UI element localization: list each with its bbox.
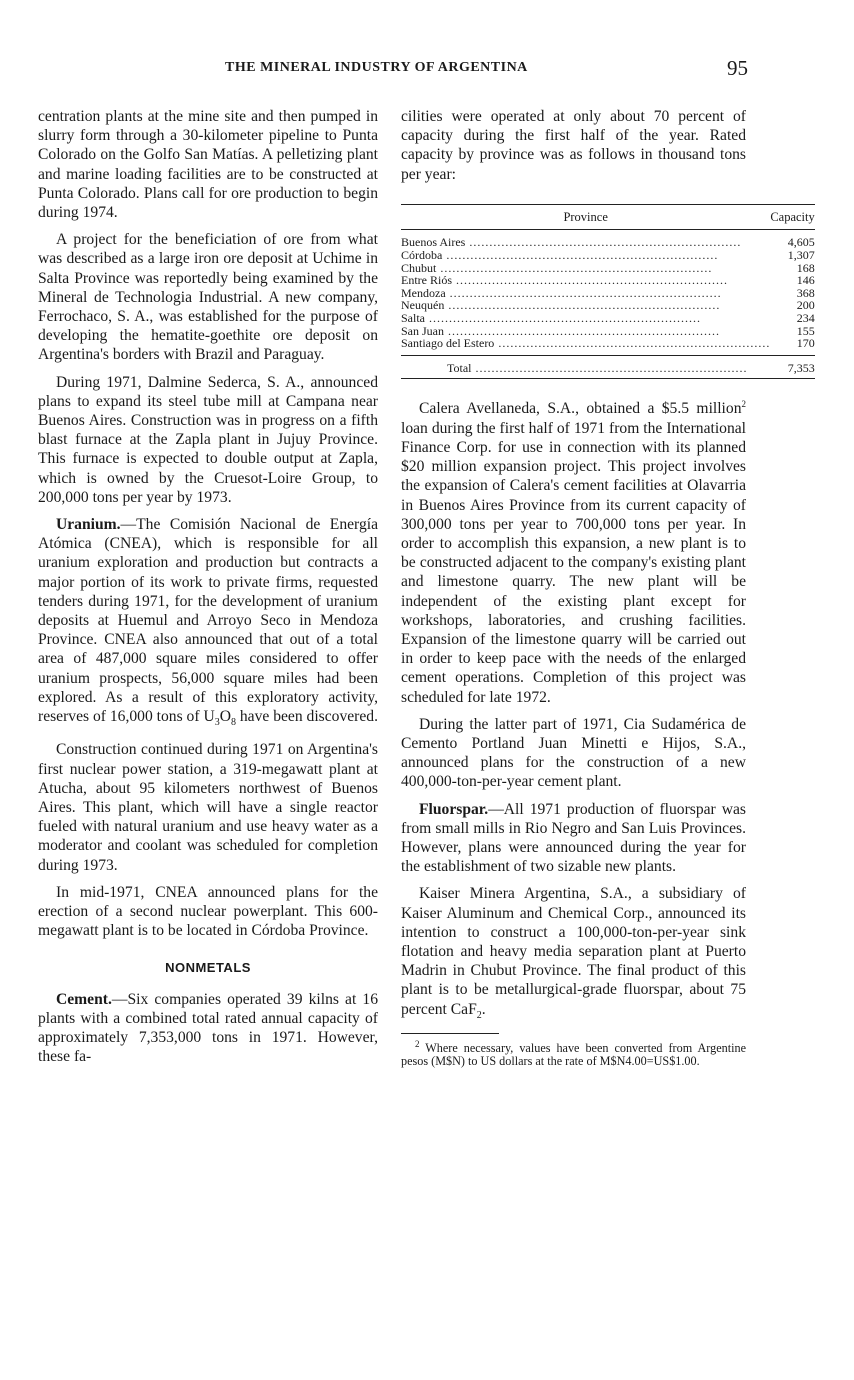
table-row: Mendoza ..... 368 bbox=[401, 287, 815, 300]
capacity-table bbox=[401, 204, 815, 380]
paragraph: Kaiser Minera Argentina, S.A., a subsidiary of Kaiser Aluminum and Chemical Corp., announced its intention to construct a 100,000-ton-per-year sink flotation and heavy media separation plant at Puerto Madrin in Chubut Province. The final product of this plant is to be metallurgical-grade fluorspar, about 75 percent CaF$_2$. bbox=[401, 885, 746, 1021]
footnote-text: Where necessary, values have been converted from Argentine pesos (M$N) to US dollars at the rate of M$N4.00=US$1.00. bbox=[401, 1041, 746, 1068]
paragraph: Calera Avellaneda, S.A., obtained a $5.5 million$^2$ loan during the first half of 1971 from the International Finance Corp. for use in connection with its planned $20 million expansion project. This project involves the expansion of Calera's cement facilities at Olavarria in Buenos Aires Province from its current capacity of 300,000 tons per year to 700,000 tons per year. In order to accomplish this expansion, a new plant is to be constructed adjacent to the company's existing plant and limestone quarry. The new plant will be independent of the existing plant except for workshops, laboratories, and crushing facilities. Expansion of the limestone quarry will be carried out in order to keep pace with the needs of the enlarged cement operations. Completion of this project was scheduled for late 1972. bbox=[401, 399, 746, 706]
section-heading: NONMETALS bbox=[165, 960, 251, 976]
running-title: THE MINERAL INDUSTRY OF ARGENTINA bbox=[225, 60, 528, 75]
formula: $U_3O_8$ bbox=[203, 708, 236, 729]
table-row: Buenos Aires ..... 4,605 bbox=[401, 230, 815, 249]
paragraph-text: —All 1971 production of fluorspar was from small mills in Rio Negro and San Luis Provinces. However, plans were announced during the year for the establishment of two sizable new plants. bbox=[401, 800, 746, 876]
footnote-ref: 2 bbox=[741, 399, 746, 410]
paragraph: In mid-1971, CNEA announced plans for the erection of a second nuclear powerplant. This 600-megawatt plant is to be located in Córdoba Province. bbox=[38, 883, 378, 940]
paragraph: During the latter part of 1971, Cia Sudamérica de Cemento Portland Juan Minetti e Hijos, S.A., announced plans for the construction of a new 400,000-ton-per-year cement plant. bbox=[401, 715, 746, 791]
run-in-heading: Uranium. bbox=[56, 516, 121, 534]
table-row: Neuquén ..... 200 bbox=[401, 299, 815, 312]
right-column bbox=[401, 107, 815, 1068]
paragraph: centration plants at the mine site and then pumped in slurry form through a 30-kilometer pipeline to Punta Colorado on the Golfo San Matías. A pelletizing plant and marine loading facilities are to be constructed at Punta Colorado. Plans call for ore production to begin during 1974. bbox=[38, 108, 378, 222]
paragraph: cilities were operated at only about 70 percent of capacity during the first half of the year. Rated capacity by province was as follows in thousand tons per year: bbox=[401, 108, 746, 183]
paragraph: During 1971, Dalmine Sederca, S. A., announced plans to expand its steel tube mill at Campana near Buenos Aires. Construction was in progress on a fifth blast furnace at the Zapla plant in Jujuy Province. This furnace is expected to double output at Zapla, which is owned by the Cruesot-Loire Group, to 200,000 tons per year by 1973. bbox=[38, 373, 378, 506]
table-row: Santiago del Estero ..... 170 bbox=[401, 337, 815, 355]
footnote-mark: 2 bbox=[415, 1038, 420, 1049]
column-header-capacity: Capacity bbox=[770, 204, 814, 230]
run-in-heading: Cement. bbox=[56, 990, 112, 1008]
run-in-heading: Fluorspar. bbox=[419, 800, 489, 818]
paragraph-text: —Six companies operated 39 kilns at 16 plants with a combined total rated annual capacity of approximately 7,353,000 tons in 1971. However, these fa- bbox=[38, 990, 378, 1066]
paragraph-text: —The Comisión Nacional de Energía Atómica (CNEA), which is responsible for all uranium exploration and production but contracts a major portion of its work to private firms, requested tenders during 1971, for the development of uranium deposits at Huemul and Arroyo Seco in Mendoza Province. CNEA also announced that out of a total area of 487,000 square miles considered to offer uranium prospects, 56,000 square miles had been explored. As a result of this exploratory activity, reserves of 16,000 tons of bbox=[38, 516, 378, 726]
table-row: Córdoba ..... 1,307 bbox=[401, 249, 815, 262]
page-number: 95 bbox=[727, 56, 748, 80]
footnote-divider bbox=[401, 1033, 499, 1034]
paragraph-uranium bbox=[38, 515, 378, 732]
table-row: Chubut ..... 168 bbox=[401, 262, 815, 275]
column-header-province: Province bbox=[401, 204, 770, 230]
paragraph-fluorspar bbox=[401, 800, 746, 877]
table-total-row: Total ..... 7,353 bbox=[401, 355, 815, 379]
paragraph-cement bbox=[38, 990, 378, 1067]
paragraph-text: have been discovered. bbox=[235, 708, 378, 726]
table-row: Entre Riós ..... 146 bbox=[401, 274, 815, 287]
paragraph: A project for the beneficiation of ore from what was described as a large iron ore deposit at Uchime in Salta Province was reportedly being examined by the Mineral de Technologia Industrial. A new company, Ferrochaco, S. A., was established for the purpose of developing the hematite-goethite ore deposit on Argentina's borders with Brazil and Paraguay. bbox=[38, 231, 378, 364]
formula: CaF$_2$ bbox=[450, 1000, 482, 1021]
left-column bbox=[38, 107, 378, 1074]
table-row: Salta ..... 234 bbox=[401, 312, 815, 325]
table-row: San Juan ..... 155 bbox=[401, 325, 815, 338]
paragraph: Construction continued during 1971 on Argentina's first nuclear power station, a 319-megawatt plant at Atucha, about 95 kilometers northwest of Buenos Aires. This plant, which will have a single reactor fueled with natural uranium and use heavy water as a moderator and coolant was scheduled for completion during 1973. bbox=[38, 741, 378, 874]
footnote bbox=[401, 1038, 746, 1068]
running-header bbox=[0, 56, 854, 86]
